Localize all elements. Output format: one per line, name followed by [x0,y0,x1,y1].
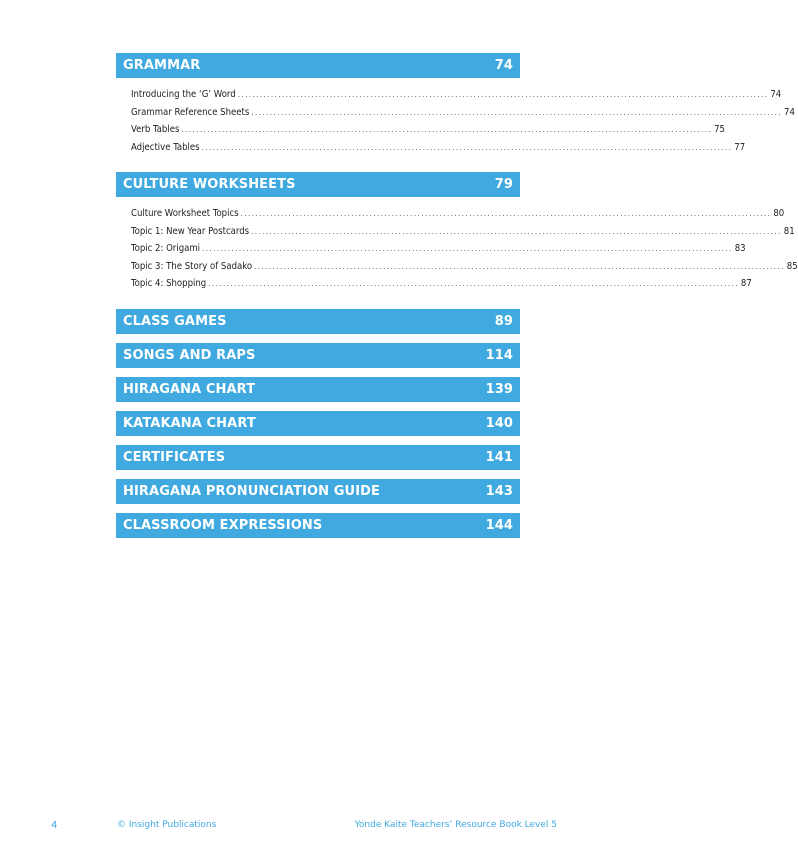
entry-label: Culture Worksheet Topics [131,208,239,219]
section-page: 144 [485,517,513,533]
toc-section-class-games [116,309,520,334]
publisher-credit: © Insight Publications [117,820,217,830]
section-page: 139 [485,381,513,397]
section-header[interactable] [116,513,520,538]
entry-page: 80 [773,208,785,219]
entry-page: 74 [784,106,795,118]
entry-page: 83 [734,243,746,254]
toc-entry[interactable] [131,141,746,160]
toc-section-classroom-expressions [116,513,520,538]
section-header[interactable] [116,53,520,78]
toc-section-hiragana-pronunciation-guide [116,479,520,504]
section-title: CULTURE WORKSHEETS [123,177,296,192]
dot-leader: ................................................................................................................................................ [208,279,739,288]
section-page: 89 [494,313,513,329]
entry-label: Topic 4: Shopping [131,278,207,289]
section-header[interactable] [116,411,520,436]
toc-entry[interactable] [131,124,725,142]
section-title: CLASS GAMES [123,313,227,329]
entry-label: Topic 3: The Story of Sadako [131,260,253,272]
dot-leader: ................................................................................................................................................ [202,244,733,253]
page-number: 4 [51,820,58,831]
section-header[interactable] [116,172,520,197]
dot-leader: ................................................................................................................................................ [251,107,783,117]
dot-leader: ................................................................................................................................................ [237,90,769,99]
toc-entry[interactable] [131,208,785,226]
toc-entry[interactable] [131,106,795,125]
section-header[interactable] [116,343,520,368]
table-of-contents [116,53,798,547]
dot-leader: ................................................................................................................................................ [240,209,772,218]
entry-label: Topic 1: New Year Postcards [131,225,250,237]
section-title: GRAMMAR [123,58,201,73]
page-footer [0,820,606,834]
section-title: KATAKANA CHART [123,415,256,431]
entry-label: Verb Tables [131,124,180,135]
section-header[interactable] [116,309,520,334]
section-page: 140 [485,415,513,431]
section-title: HIRAGANA CHART [123,381,256,397]
entry-label: Grammar Reference Sheets [131,106,250,118]
dot-leader: ................................................................................................................................................ [181,125,713,134]
section-header[interactable] [116,479,520,504]
section-entries [116,197,798,301]
entry-label: Topic 2: Origami [131,243,201,254]
section-header[interactable] [116,377,520,402]
section-title: CLASSROOM EXPRESSIONS [123,517,323,533]
toc-section-katakana-chart [116,411,520,436]
entry-label: Adjective Tables [131,141,200,153]
entry-page: 74 [770,89,782,100]
section-entries [116,78,795,164]
section-title: HIRAGANA PRONUNCIATION GUIDE [123,483,381,499]
entry-page: 77 [734,141,746,153]
toc-section-certificates [116,445,520,470]
dot-leader: ................................................................................................................................................ [254,261,785,271]
toc-entry[interactable] [131,243,746,261]
toc-entry[interactable] [131,225,795,244]
section-page: 143 [485,483,513,499]
dot-leader: ................................................................................................................................................ [251,226,782,236]
section-page: 114 [485,347,513,363]
section-page: 141 [485,449,513,465]
toc-entry[interactable] [131,278,752,296]
toc-section-culture-worksheets [116,172,798,301]
toc-entry[interactable] [131,89,782,107]
section-page: 79 [494,177,513,192]
section-title: SONGS AND RAPS [123,347,256,363]
section-header[interactable] [116,445,520,470]
toc-entry[interactable] [131,260,798,279]
toc-section-grammar [116,53,795,164]
book-title: Yonde Kaite Teachers’ Resource Book Level 5 [354,820,557,830]
entry-page: 87 [740,278,752,289]
toc-section-songs-and-raps [116,343,520,368]
entry-label: Introducing the ‘G’ Word [131,89,236,100]
section-page: 74 [494,58,513,73]
toc-section-hiragana-chart [116,377,520,402]
entry-page: 75 [714,124,725,135]
entry-page: 85 [786,260,798,272]
section-title: CERTIFICATES [123,449,226,465]
dot-leader: ................................................................................................................................................ [201,142,733,152]
entry-page: 81 [783,225,795,237]
